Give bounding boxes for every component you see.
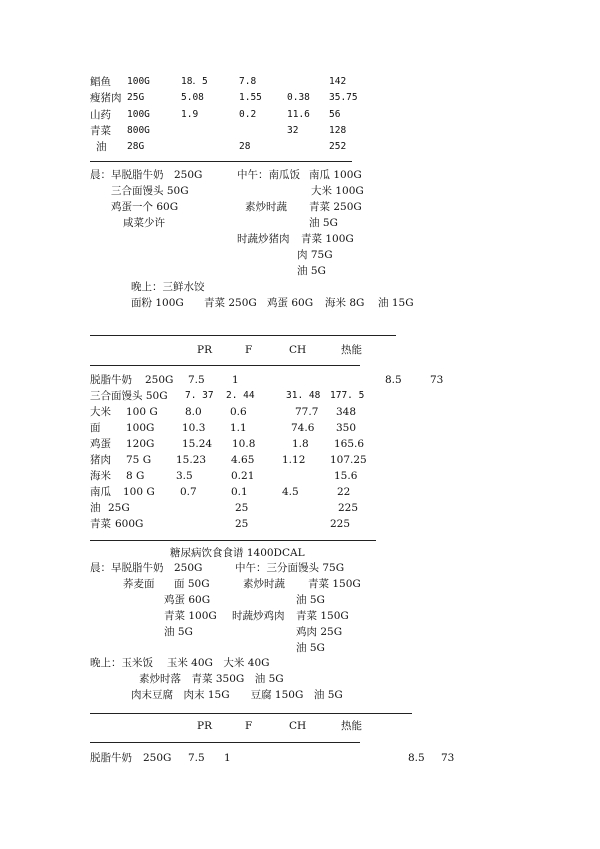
energy-value: 225 <box>330 518 351 530</box>
dinner-ingredient: 面粉 100G <box>131 297 184 309</box>
milk-qty: 250G <box>174 562 203 574</box>
food-qty: 100G <box>126 422 155 434</box>
header-pr: PR <box>197 720 212 732</box>
energy-value: 252 <box>329 141 347 152</box>
dish-oil-qty: 油 5G <box>296 642 325 654</box>
food-name: 鲳鱼 <box>90 76 111 88</box>
dish-veg-qty: 青菜 150G <box>308 578 361 590</box>
energy-value: 35.75 <box>329 92 358 103</box>
divider <box>90 161 352 162</box>
egg-item: 鸡蛋一个 60G <box>111 201 179 213</box>
dish-meat-qty: 肉 75G <box>297 249 333 261</box>
energy-value: 128 <box>329 125 347 136</box>
breakfast-label: 晨：早脱脂牛奶 <box>90 562 164 574</box>
rice-qty: 大米 100G <box>311 185 364 197</box>
fat-value: 0.1 <box>231 486 248 498</box>
food-name: 青菜 <box>90 125 111 137</box>
energy-value: 350 <box>336 422 357 434</box>
food-qty: 75 G <box>126 454 152 466</box>
fat-value: 4.65 <box>231 454 255 466</box>
noodle-qty: 面 50G <box>174 578 210 590</box>
divider <box>90 540 376 541</box>
header-pr: PR <box>197 344 212 356</box>
veg-item: 青菜 100G <box>164 610 217 622</box>
dish-oil-qty: 油 5G <box>297 265 326 277</box>
protein-value: 10.3 <box>182 422 206 434</box>
food-qty: 100G <box>127 76 150 87</box>
divider <box>90 742 360 743</box>
food-name: 面 <box>90 422 101 434</box>
food-qty: 100G <box>127 109 150 120</box>
divider <box>90 713 412 714</box>
protein-value: 0.7 <box>180 486 197 498</box>
fat-value: 1 <box>232 374 239 386</box>
food-qty: 25G <box>127 92 145 103</box>
protein-value: 3.5 <box>176 470 193 482</box>
dinner-ingredient: 青菜 250G <box>204 297 257 309</box>
fat-value: 7.8 <box>239 76 257 87</box>
dish-name: 素炒时蔬 <box>245 201 287 213</box>
food-qty: 250G <box>145 374 174 386</box>
food-qty: 800G <box>127 125 150 136</box>
carb-value: 1.12 <box>282 454 306 466</box>
food-qty: 250G <box>143 752 172 764</box>
protein-value: 7.5 <box>188 752 205 764</box>
food-name: 瘦猪肉 <box>90 92 122 104</box>
fat-value: 0.6 <box>230 406 247 418</box>
protein-value: 1.9 <box>181 109 199 120</box>
divider <box>90 365 360 366</box>
header-energy: 热能 <box>341 344 362 356</box>
oil-item: 油 5G <box>164 626 193 638</box>
fat-value: 1 <box>224 752 231 764</box>
energy-value: 348 <box>336 406 357 418</box>
lunch-label: 中午：三分面馒头 75G <box>235 562 345 574</box>
carb-value: 11.6 <box>287 109 310 120</box>
carb-value: 8.5 <box>408 752 425 764</box>
dinner-line: 素炒时落 青菜 350G 油 5G <box>139 673 284 685</box>
header-f: F <box>245 344 253 356</box>
header-ch: CH <box>289 720 307 732</box>
food-name: 山药 <box>90 109 111 121</box>
protein-value: 7.5 <box>188 374 205 386</box>
food-name: 三合面馒头 50G <box>90 390 168 402</box>
carb-value: 32 <box>287 125 299 136</box>
fat-value: 1.55 <box>239 92 262 103</box>
dish-name: 时蔬炒猪肉 <box>237 233 290 245</box>
dinner-line: 晚上：玉米饭 玉米 40G 大米 40G <box>90 657 270 669</box>
header-f: F <box>245 720 253 732</box>
carb-value: 74.6 <box>291 422 315 434</box>
protein-value: 18．5 <box>181 76 208 87</box>
header-ch: CH <box>289 344 307 356</box>
food-qty: 25G <box>108 502 130 514</box>
energy-value: 142 <box>329 76 347 87</box>
food-name: 大米 <box>90 406 111 418</box>
carb-value: 8.5 <box>385 374 402 386</box>
energy-value: 56 <box>329 109 341 120</box>
menu-title: 糖尿病饮食食谱 1400DCAL <box>170 547 305 559</box>
dish-name: 素炒时蔬 <box>243 578 285 590</box>
fat-value: 0.21 <box>231 470 255 482</box>
pickle-item: 咸菜少许 <box>123 217 165 229</box>
dish-oil-qty: 油 5G <box>296 594 325 606</box>
energy-value: 165.6 <box>334 438 365 450</box>
carb-value: 31. 48 <box>286 390 321 401</box>
dinner-ingredient: 鸡蛋 60G <box>267 297 314 309</box>
food-name: 南瓜 <box>90 486 111 498</box>
energy-value: 15.6 <box>334 470 358 482</box>
egg-item: 鸡蛋 60G <box>164 594 211 606</box>
energy-value: 107.25 <box>330 454 367 466</box>
dinner-line: 肉末豆腐 肉末 15G 豆腐 150G 油 5G <box>131 689 343 701</box>
food-name: 油 <box>90 502 101 514</box>
food-name: 青菜 <box>90 518 111 530</box>
lunch-label: 中午：南瓜饭 <box>237 169 300 181</box>
breakfast-label: 晨：早脱脂牛奶 <box>90 169 164 181</box>
carb-value: 1.8 <box>292 438 309 450</box>
protein-value: 15.23 <box>176 454 207 466</box>
protein-value: 8.0 <box>185 406 202 418</box>
pumpkin-qty: 南瓜 100G <box>309 169 362 181</box>
dinner-label: 晚上：三鲜水饺 <box>131 281 205 293</box>
protein-value: 5.08 <box>181 92 204 103</box>
food-qty: 100 G <box>123 486 155 498</box>
food-qty: 600G <box>115 518 144 530</box>
fat-value: 10.8 <box>232 438 256 450</box>
food-name: 鸡蛋 <box>90 438 111 450</box>
energy-value: 73 <box>430 374 444 386</box>
fat-value: 0.2 <box>239 109 257 120</box>
food-qty: 8 G <box>126 470 145 482</box>
dish-oil-qty: 油 5G <box>309 217 338 229</box>
header-energy: 热能 <box>341 720 362 732</box>
dish-veg-qty: 青菜 250G <box>309 201 362 213</box>
protein-value: 7. 37 <box>185 390 214 401</box>
bun-item: 三合面馒头 50G <box>111 185 189 197</box>
food-name: 海米 <box>90 470 111 482</box>
food-name: 油 <box>96 141 107 153</box>
fat-value: 28 <box>239 141 251 152</box>
food-qty: 120G <box>126 438 155 450</box>
carb-value: 4.5 <box>282 486 299 498</box>
dish-chicken-qty: 鸡肉 25G <box>296 626 343 638</box>
fat-value: 2. 44 <box>226 390 255 401</box>
dish-veg-qty: 青菜 150G <box>296 610 349 622</box>
noodle-item: 荞麦面 <box>123 578 155 590</box>
fat-value: 1.1 <box>230 422 247 434</box>
carb-value: 0.38 <box>287 92 310 103</box>
milk-qty: 250G <box>174 169 203 181</box>
dish-name: 时蔬炒鸡肉 <box>232 610 285 622</box>
divider <box>90 335 396 336</box>
food-qty: 100 G <box>126 406 158 418</box>
energy-value: 225 <box>338 502 359 514</box>
energy-value: 177. 5 <box>330 390 365 401</box>
dish-veg-qty: 青菜 100G <box>301 233 354 245</box>
protein-value: 15.24 <box>182 438 213 450</box>
dinner-ingredient: 油 15G <box>378 297 414 309</box>
food-name: 脱脂牛奶 <box>90 752 132 764</box>
energy-value: 22 <box>337 486 351 498</box>
energy-value: 73 <box>441 752 455 764</box>
carb-value: 77.7 <box>295 406 319 418</box>
dinner-ingredient: 海米 8G <box>325 297 365 309</box>
fat-value: 25 <box>235 518 249 530</box>
food-qty: 28G <box>127 141 145 152</box>
food-name: 猪肉 <box>90 454 111 466</box>
food-name: 脱脂牛奶 <box>90 374 132 386</box>
fat-value: 25 <box>235 502 249 514</box>
